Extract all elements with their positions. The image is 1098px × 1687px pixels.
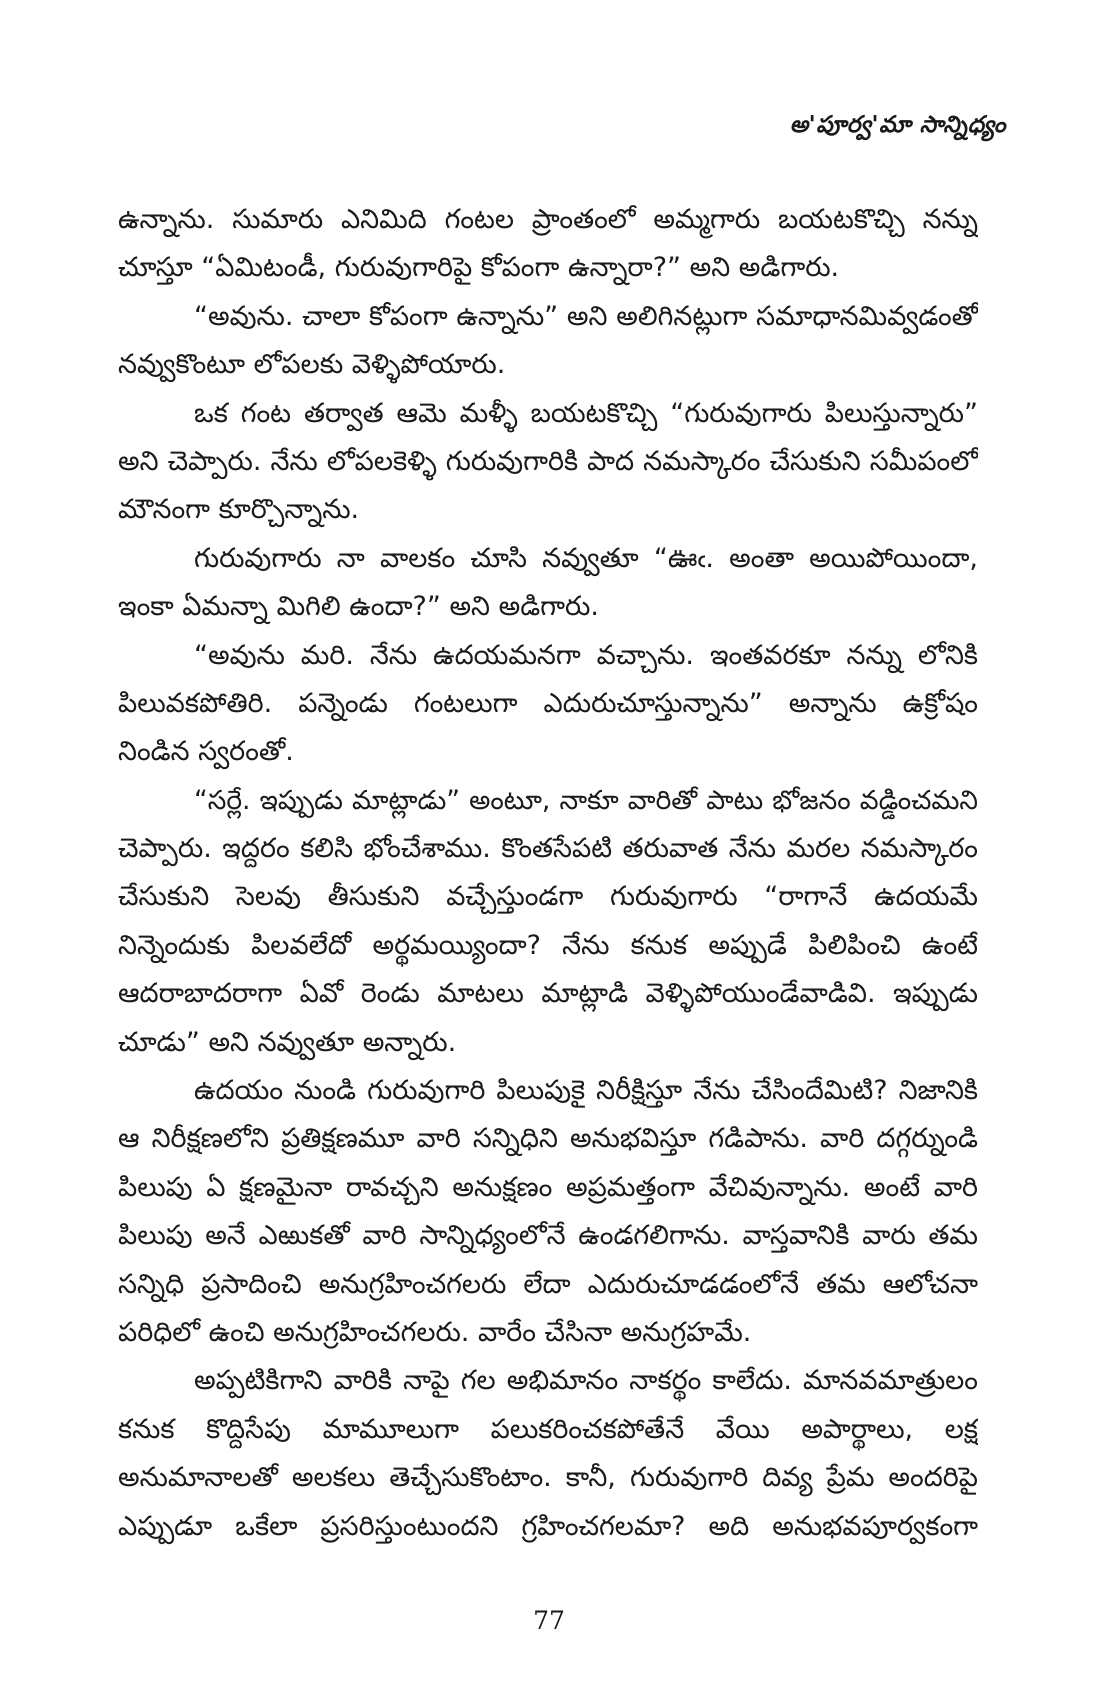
text-line: “సర్లే. ఇప్పుడు మాట్లాడు” అంటూ, నాకూ వారితో పాటు భోజనం వడ్డించమని bbox=[194, 784, 978, 816]
text-line: పిలుపు అనే ఎఱుకతో వారి సాన్నిధ్యంలోనే ఉండగలిగాను. వాస్తవానికి వారు తమ bbox=[118, 1220, 978, 1252]
text-line: నవ్వుకొంటూ లోపలకు వెళ్ళిపోయారు. bbox=[118, 349, 506, 381]
text-line: చూడు” అని నవ్వుతూ అన్నారు. bbox=[118, 1026, 457, 1058]
text-line: మౌనంగా కూర్చొన్నాను. bbox=[118, 494, 360, 526]
text-line: పిలువకపోతిరి. పన్నెండు గంటలుగా ఎదురుచూస్తున్నాను” అన్నాను ఉక్రోషం bbox=[118, 687, 978, 719]
text-line: ఉన్నాను. సుమారు ఎనిమిది గంటల ప్రాంతంలో అమ్మగారు బయటకొచ్చి నన్ను bbox=[118, 204, 978, 235]
text-line: ఆదరాబాదరాగా ఏవో రెండు మాటలు మాట్లాడి వెళ్ళిపోయుండేవాడివి. ఇప్పుడు bbox=[118, 978, 978, 1010]
text-line: కనుక కొద్దిసేపు మామూలుగా పలుకరించకపోతేనే వేయి అపార్థాలు, లక్ష bbox=[118, 1413, 978, 1445]
text-line: “అవును. చాలా కోపంగా ఉన్నాను” అని అలిగినట్లుగా సమాధానమివ్వడంతో bbox=[194, 300, 978, 332]
text-line: ఎప్పుడూ ఒకేలా ప్రసరిస్తుంటుందని గ్రహించగలమా? అది అనుభవపూర్వకంగా bbox=[118, 1510, 978, 1542]
text-line: “అవును మరి. నేను ఉదయమనగా వచ్చాను. ఇంతవరకూ నన్ను లోనికి bbox=[194, 639, 978, 671]
text-line: నిండిన స్వరంతో. bbox=[118, 736, 294, 768]
text-line: అని చెప్పారు. నేను లోపలకెళ్ళి గురువుగారికి పాద నమస్కారం చేసుకుని సమీపంలో bbox=[118, 445, 978, 477]
text-line: ఆ నిరీక్షణలోని ప్రతిక్షణమూ వారి సన్నిధిని అనుభవిస్తూ గడిపాను. వారి దగ్గర్నుండి bbox=[118, 1123, 978, 1155]
text-line: చెప్పారు. ఇద్దరం కలిసి భోంచేశాము. కొంతసేపటి తరువాత నేను మరల నమస్కారం bbox=[118, 833, 978, 865]
text-line: ఇంకా ఏమన్నా మిగిలి ఉందా?” అని అడిగారు. bbox=[118, 591, 599, 623]
text-line: పరిధిలో ఉంచి అనుగ్రహించగలరు. వారేం చేసినా అనుగ్రహమే. bbox=[118, 1316, 752, 1348]
page-number: 77 bbox=[533, 1606, 565, 1635]
running-header: అ'పూర్వ'మా సాన్నిధ్యం bbox=[789, 112, 1006, 138]
body-text bbox=[118, 196, 978, 1551]
text-line: అప్పటికిగాని వారికి నాపై గల అభిమానం నాకర్థం కాలేదు. మానవమాత్రులం bbox=[194, 1365, 978, 1397]
text-line: గురువుగారు నా వాలకం చూసి నవ్వుతూ “ఊఁ. అంతా అయిపోయిందా, bbox=[194, 542, 978, 574]
text-line: చూస్తూ “ఏమిటండీ, గురువుగారిపై కోపంగా ఉన్నారా?” అని అడిగారు. bbox=[118, 252, 840, 284]
text-line: నిన్నెందుకు పిలవలేదో అర్థమయ్యిందా? నేను కనుక అప్పుడే పిలిపించి ఉంటే bbox=[118, 929, 978, 961]
text-line: చేసుకుని సెలవు తీసుకుని వచ్చేస్తుండగా గురువుగారు “రాగానే ఉదయమే bbox=[118, 881, 978, 913]
text-line: ఒక గంట తర్వాత ఆమె మళ్ళీ బయటకొచ్చి “గురువుగారు పిలుస్తున్నారు” bbox=[194, 397, 978, 429]
text-line: అనుమానాలతో అలకలు తెచ్చేసుకొంటాం. కానీ, గురువుగారి దివ్య ప్రేమ అందరిపై bbox=[118, 1462, 978, 1494]
text-line: సన్నిధి ప్రసాదించి అనుగ్రహించగలరు లేదా ఎదురుచూడడంలోనే తమ ఆలోచనా bbox=[118, 1268, 978, 1300]
text-line: ఉదయం నుండి గురువుగారి పిలుపుకై నిరీక్షిస్తూ నేను చేసిందేమిటి? నిజానికి bbox=[194, 1075, 978, 1107]
text-line: పిలుపు ఏ క్షణమైనా రావచ్చని అనుక్షణం అప్రమత్తంగా వేచివున్నాను. అంటే వారి bbox=[118, 1171, 978, 1203]
